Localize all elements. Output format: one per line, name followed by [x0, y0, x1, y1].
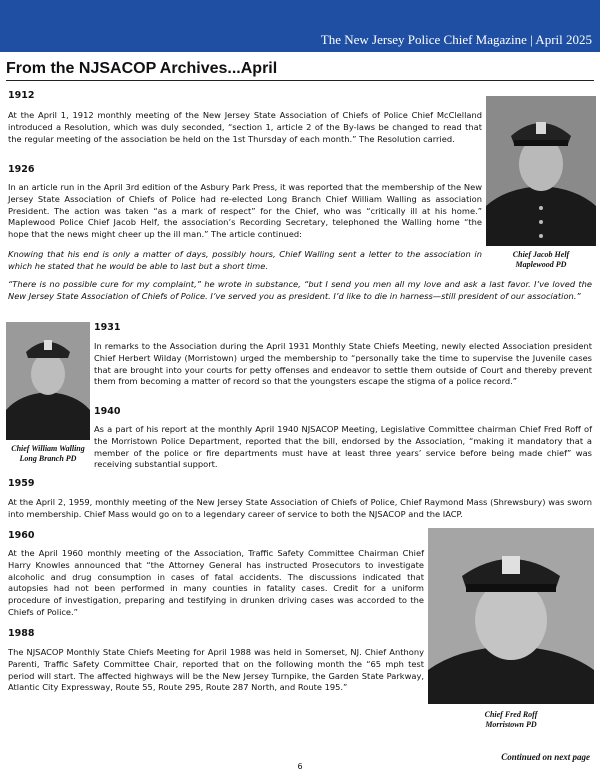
year-heading-1912: 1912 — [8, 90, 35, 101]
year-heading-1959: 1959 — [8, 478, 35, 489]
caption-roff-dept: Morristown PD — [485, 720, 537, 729]
continued-note: Continued on next page — [501, 752, 590, 762]
year-heading-1926: 1926 — [8, 164, 35, 175]
caption-walling-dept: Long Branch PD — [19, 454, 77, 463]
header-banner — [0, 0, 600, 52]
year-heading-1988: 1988 — [8, 628, 35, 639]
paragraph-1960: At the April 1960 monthly meeting of the Association, Traffic Safety Committee Chairman Chief Harry Knowles announced that “the Attorney General has instructed Prosecutors to investigate alcoholic and drug consumption in cases of fatal accidents. The discussions indicated that autopsies had not been performed in many counties in fatality cases. Credit for a uniform procedure of investigation, preparing and testifying in drunken driving cases was accorded to the Chiefs of Police.” — [8, 548, 424, 617]
paragraph-1988: The NJSACOP Monthly State Chiefs Meeting for April 1988 was held in Somerset, NJ. Chief Anthony Parenti, Traffic Safety Committee Chair, reported that on the following month the “65 mph test period will start. The affected highways will be the New Jersey Turnpike, the Garden State Parkway, Atlantic City Expressway, Route 55, Route 295, Route 287 North, and Route 195.” — [8, 647, 424, 693]
paragraph-1959: At the April 2, 1959, monthly meeting of the New Jersey State Association of Chiefs of Police, Chief Raymond Mass (Shrewsbury) was sworn into membership. Chief Mass would go on to a legendary career of service to both the NJSACOP and the IACP. — [8, 497, 592, 519]
year-heading-1960: 1960 — [8, 530, 35, 541]
caption-helf — [486, 250, 596, 270]
photo-chief-walling — [6, 322, 90, 440]
paragraph-1912: At the April 1, 1912 monthly meeting of the New Jersey State Association of Chiefs of Police Chief McClelland introduced a Resolution, which was duly seconded, “section 1, article 2 of the By-laws be changed to read that the regular meeting of the association be held on the 1st Thursday of each month.” The Resolution carried. — [8, 110, 482, 144]
paragraph-1940: As a part of his report at the monthly April 1940 NJSACOP Meeting, Legislative Committee chairman Chief Fred Roff of the Morristown Police Department, reported that the bill, endorsed by the Association, “making it mandatory that a member of the police or fire departments must have at least three years’ service before being made chief” was receiving substantial support. — [94, 424, 592, 470]
year-heading-1931: 1931 — [94, 322, 121, 333]
paragraph-1931: In remarks to the Association during the April 1931 Monthly State Chiefs Meeting, newly elected Association president Chief Herbert Wilday (Morristown) urged the membership to “personally take the time to supervise the Juvenile cases that are brought into your courts for petty offenses and endeavor to settle them outside of Court and thereby prevent them from becoming a matter of record so that the youngsters escape the stigma of a police record.” — [94, 341, 592, 387]
caption-walling-name: Chief William Walling — [11, 444, 85, 453]
magazine-title: The New Jersey Police Chief Magazine | April 2025 — [320, 32, 592, 47]
caption-roff — [428, 710, 594, 730]
caption-walling — [4, 444, 92, 464]
caption-roff-name: Chief Fred Roff — [484, 710, 538, 719]
photo-chief-roff — [428, 528, 594, 704]
article-title: From the NJSACOP Archives...April — [6, 60, 278, 77]
paragraph-1926: In an article run in the April 3rd edition of the Asbury Park Press, it was reported that the membership of the New Jersey State Association of Chiefs of Police had re-elected Long Branch Chief William Walling as association President. The action was taken “as a mark of respect” for the Chief, who was “critically ill at his home.” Maplewood Police Chief Jacob Helf, the association’s Recording Secretary, telephoned the Walling home “the hope that the news might cheer up the ill man.” The article continued: — [8, 182, 482, 240]
quote-1926-letter: Knowing that his end is only a matter of days, possibly hours, Chief Walling sent a letter to the association in which he stated that he would be able to last but a short time. — [8, 249, 482, 271]
photo-chief-helf — [486, 96, 596, 246]
quote-1926-walling: “There is no possible cure for my complaint,” he wrote in substance, “but I send you men all my love and ask a last favor. I’ve loved the New Jersey State Association of Chiefs of Police. I’ve served you as president. I’d like to die in harness—still president of our association.” — [8, 279, 592, 301]
caption-helf-name: Chief Jacob Helf — [512, 250, 570, 259]
year-heading-1940: 1940 — [94, 406, 121, 417]
caption-helf-dept: Maplewood PD — [515, 260, 567, 269]
title-rule — [6, 80, 594, 81]
page-number: 6 — [297, 762, 303, 771]
